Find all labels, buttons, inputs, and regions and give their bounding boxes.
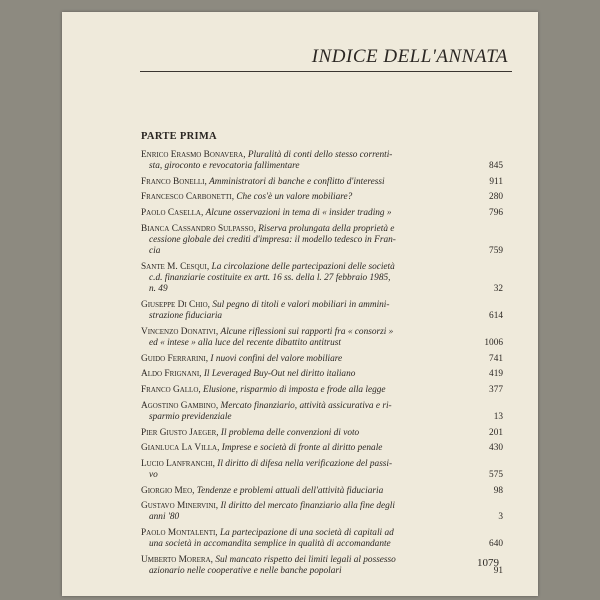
entry-author: Pier Giusto Jaeger, (141, 427, 219, 438)
entry-title: Alcune riflessioni sui rapporti fra « consorzi » (220, 326, 394, 337)
index-entry (141, 300, 503, 323)
entry-title: Pluralità di conti dello stesso correnti- (247, 150, 393, 160)
entry-title: La circolazione delle partecipazioni delle società (211, 261, 395, 272)
index-entry (141, 224, 503, 258)
entry-title-continued: sta, giroconto e revocatoria fallimentare (149, 161, 300, 172)
index-entry (141, 486, 503, 497)
entry-page-number: 614 (489, 311, 503, 322)
entry-page-number: 3 (498, 512, 503, 523)
entry-title: Sul mancato rispetto dei limiti legali al possesso (215, 554, 396, 565)
entry-page-number: 741 (489, 353, 503, 364)
entry-title: Il Leveraged Buy-Out nel diritto italiano (203, 369, 356, 380)
book-page (62, 12, 538, 596)
entry-title-continued: strazione fiduciaria (149, 311, 223, 322)
entry-title: Tendenze e problemi attuali dell'attività fiduciaria (196, 485, 384, 496)
entry-page-number: 13 (493, 411, 503, 422)
entry-author: Giorgio Meo, (141, 485, 195, 496)
entry-author: Gianluca La Villa, (141, 443, 220, 454)
entry-page-number: 419 (489, 369, 503, 380)
entry-page-number: 91 (493, 566, 503, 577)
entry-author: Vincenzo Donativi, (141, 326, 219, 337)
section-heading: PARTE PRIMA (141, 131, 217, 142)
entry-page-number: 201 (489, 427, 503, 438)
entry-title: Amministratori di banche e conflitto d'interessi (209, 176, 385, 187)
entry-page-number: 280 (489, 192, 503, 203)
entry-page-number: 796 (489, 208, 503, 219)
index-entry (141, 192, 503, 203)
entry-title: Imprese e società di fronte al diritto penale (221, 443, 383, 454)
entry-title-continued: vo (149, 469, 158, 480)
entry-page-number: 98 (493, 485, 503, 496)
entry-title-continued: azionario nelle cooperative e nelle banche popolari (149, 566, 342, 577)
index-entry (141, 501, 503, 524)
entry-page-number: 640 (489, 539, 503, 550)
entry-title: Elusione, risparmio di imposta e frode alla legge (203, 385, 386, 396)
entry-author: Agostino Gambino, (141, 400, 219, 411)
entry-title: Il diritto di difesa nella verificazione del passi- (217, 458, 393, 469)
index-entry (141, 443, 503, 454)
entry-author: Bianca Cassandro Sulpasso, (141, 223, 256, 234)
index-entries (141, 150, 503, 582)
index-entry (141, 428, 503, 439)
entry-title-continued: c.d. finanziarie costituite ex artt. 16 ss. della l. 27 febbraio 1985, (149, 273, 391, 284)
page-folio: 1079 (477, 557, 499, 569)
page-title: INDICE DELL'ANNATA (311, 46, 508, 67)
entry-author: Paolo Casella, (141, 208, 204, 219)
entry-author: Aldo Frignani, (141, 369, 202, 380)
index-entry (141, 459, 503, 482)
index-entry (141, 555, 503, 578)
index-entry (141, 262, 503, 296)
entry-title: Riserva prolungata della proprietà e (258, 223, 395, 234)
index-entry (141, 177, 503, 188)
index-entry (141, 327, 503, 350)
index-entry (141, 150, 503, 173)
index-entry (141, 208, 503, 219)
index-entry (141, 369, 503, 380)
entry-page-number: 377 (489, 385, 503, 396)
entry-title: Alcune osservazioni in tema di « insider trading » (205, 208, 392, 219)
entry-author: Gustavo Minervini, (141, 501, 219, 512)
entry-author: Paolo Montalenti, (141, 528, 218, 539)
entry-title-continued: sparmio previdenziale (149, 411, 232, 422)
entry-page-number: 32 (493, 284, 503, 295)
index-entry (141, 354, 503, 365)
entry-page-number: 575 (489, 469, 503, 480)
entry-page-number: 845 (489, 161, 503, 172)
entry-title: Sul pegno di titoli e valori mobiliari in ammini- (212, 300, 390, 311)
entry-author: Umberto Morera, (141, 554, 213, 565)
entry-author: Franco Gallo, (141, 385, 201, 396)
index-entry (141, 401, 503, 424)
entry-author: Enrico Erasmo Bonavera, (141, 150, 246, 160)
entry-author: Giuseppe Di Chio, (141, 300, 210, 311)
entry-author: Lucio Lanfranchi, (141, 458, 215, 469)
entry-title-continued: una società in accomandita semplice in qualità di accomandante (149, 539, 391, 550)
entry-title: La partecipazione di una società di capitali ad (219, 528, 394, 539)
entry-title-continued: n. 49 (149, 284, 168, 295)
entry-title: Che cos'è un valore mobiliare? (236, 192, 353, 203)
entry-author: Franco Bonelli, (141, 176, 207, 187)
entry-title: Il problema delle convenzioni di voto (220, 427, 360, 438)
entry-author: Sante M. Cesqui, (141, 261, 210, 272)
entry-page-number: 1006 (484, 338, 503, 349)
entry-page-number: 759 (489, 246, 503, 257)
entry-title-continued: cia (149, 246, 161, 257)
index-entry (141, 385, 503, 396)
title-rule (140, 71, 512, 72)
entry-title: I nuovi confini del valore mobiliare (210, 353, 343, 364)
entry-title: Mercato finanziario, attività assicurativa e ri- (220, 400, 392, 411)
entry-page-number: 430 (489, 443, 503, 454)
entry-title-continued: anni '80 (149, 512, 180, 523)
entry-author: Francesco Carbonetti, (141, 192, 235, 203)
entry-title: Il diritto del mercato finanziario alla fine degli (220, 501, 395, 512)
entry-title-continued: ed « intese » alla luce del recente dibattito antitrust (149, 338, 342, 349)
entry-author: Guido Ferrarini, (141, 353, 209, 364)
index-entry (141, 528, 503, 551)
entry-page-number: 911 (489, 176, 503, 187)
entry-title-continued: cessione globale dei crediti d'impresa: il modello tedesco in Fran- (149, 234, 396, 245)
